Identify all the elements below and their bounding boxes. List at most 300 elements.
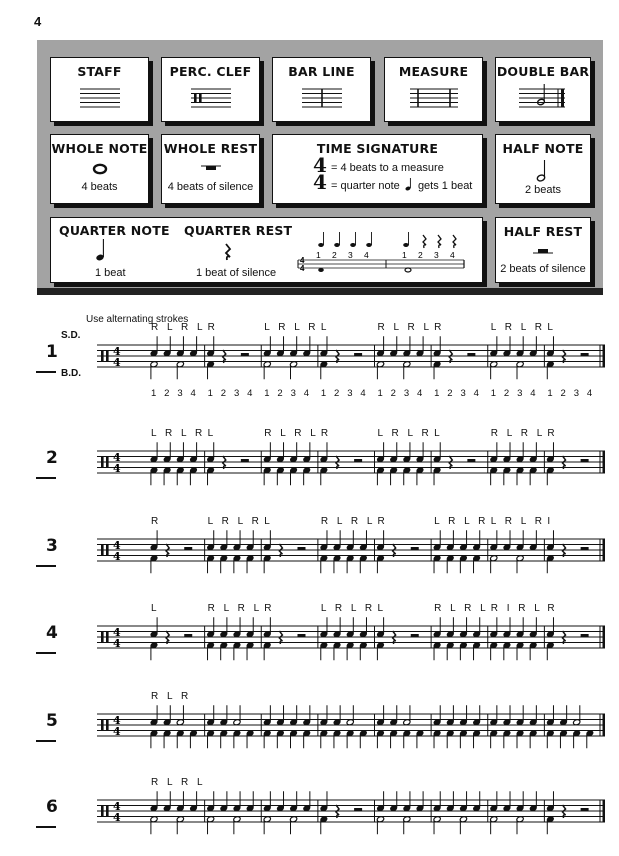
half-rest: [297, 634, 305, 637]
quarter-note: [220, 617, 228, 638]
exercise-underline: [36, 371, 56, 373]
quarter-note: [446, 617, 454, 638]
exercise-underline: [36, 652, 56, 654]
quarter-note: [176, 336, 184, 357]
sticking-label: R: [377, 516, 388, 527]
time-signature-top: 4: [113, 714, 121, 727]
quarter-note: [446, 530, 454, 551]
quarter-note: [150, 791, 158, 812]
instruction-text: Use alternating strokes: [86, 314, 189, 325]
quarter-note: [263, 730, 271, 749]
half-rest-icon: [531, 243, 555, 259]
quarter-note: [376, 442, 384, 463]
quarter-note: [320, 361, 328, 380]
quarter-note: [529, 442, 537, 463]
exercise-6: [0, 760, 619, 856]
snare-measure: [150, 336, 198, 357]
quarter-note: [459, 705, 467, 726]
bass-measure: [320, 816, 328, 835]
half-note: [516, 555, 524, 574]
quarter-note: [459, 642, 467, 661]
bass-measure: [376, 816, 410, 835]
half-note-card: [495, 134, 591, 204]
quarter-note: [516, 530, 524, 551]
quarter-note: [333, 642, 341, 661]
quarter-note: [516, 336, 524, 357]
quarter-note: [516, 467, 524, 486]
quarter-rest: [563, 350, 566, 363]
quarter-note: [376, 791, 384, 812]
half-rest-title: HALF REST: [503, 224, 583, 239]
snare-measure: [433, 530, 481, 551]
beat-count: 2: [503, 388, 510, 399]
snare-measure: [320, 442, 362, 469]
half-rest-card: [495, 217, 591, 283]
half-note: [516, 816, 524, 835]
quarter-note: [263, 555, 271, 574]
snare-measure: [490, 442, 538, 463]
snare-measure: [433, 336, 475, 363]
quarter-note: [333, 617, 341, 638]
quarter-rest: [336, 456, 339, 469]
quarter-note: [503, 467, 511, 486]
time-signature-line2: [331, 178, 472, 192]
exercise-5: [0, 674, 619, 770]
quarter-rest: [223, 350, 226, 363]
snare-measure: [376, 791, 424, 812]
quarter-note: [290, 791, 298, 812]
bass-measure: [150, 361, 184, 380]
time-signature-bottom: 4: [113, 550, 121, 563]
snare-measure: [263, 705, 311, 726]
quarter-note: [546, 816, 554, 835]
bass-measure: [263, 467, 311, 486]
staff-card: [50, 57, 149, 122]
sticking-label: R: [547, 428, 558, 439]
quarter-note: [246, 730, 254, 749]
quarter-note: [276, 730, 284, 749]
time-signature-top: 4: [113, 626, 121, 639]
beat-count: 4: [360, 388, 366, 399]
quarter-note: [176, 730, 184, 749]
beat-count: 2: [220, 388, 227, 399]
quarter-note: [189, 730, 197, 749]
half-rest: [354, 459, 362, 462]
measure-icon: [410, 87, 458, 109]
quarter-rest: [223, 456, 226, 469]
quarter-note-icon: [405, 178, 413, 191]
quarter-note: [333, 555, 341, 574]
exercise-number: 2: [46, 448, 58, 468]
quarter-note: [433, 555, 441, 574]
quarter-note-title: QUARTER NOTE: [59, 223, 170, 238]
quarter-note: [546, 336, 554, 357]
time-signature-title: TIME SIGNATURE: [316, 141, 439, 156]
quarter-note: [220, 642, 228, 661]
exercise-number: 4: [46, 623, 58, 643]
sticking-label: R: [547, 603, 558, 614]
half-note: [490, 361, 498, 380]
snare-measure: [433, 791, 481, 812]
half-note: [233, 816, 241, 835]
quarter-note: [207, 705, 215, 726]
quarter-note: [207, 642, 215, 661]
quarter-note: [516, 442, 524, 463]
beat-count: 4: [473, 388, 479, 399]
quarter-note: [290, 705, 298, 726]
bass-measure: [546, 642, 554, 661]
snare-measure: [263, 442, 311, 463]
bass-measure: [433, 555, 481, 574]
quarter-note: [573, 730, 581, 749]
quarter-note: [390, 467, 398, 486]
bass-drum-label: B.D.: [61, 368, 81, 379]
quarter-note: [290, 467, 298, 486]
beat-count: 4: [530, 388, 536, 399]
quarter-note: [376, 530, 384, 551]
bass-measure: [150, 555, 158, 574]
whole-rest-card: [161, 134, 260, 204]
exercise-staff: [0, 305, 619, 401]
quarter-note: [433, 530, 441, 551]
quarter-rest-desc: 1 beat of silence: [196, 267, 277, 279]
time-signature-bottom: 4: [113, 356, 121, 369]
quarter-note: [586, 730, 594, 749]
quarter-note: [276, 467, 284, 486]
beat-count: 3: [233, 388, 240, 399]
quarter-note: [246, 642, 254, 661]
quarter-note: [320, 336, 328, 357]
quarter-note: [163, 791, 171, 812]
quarter-note: [459, 530, 467, 551]
double-bar-icon: [519, 81, 567, 109]
time-signature-bottom: 4: [113, 637, 121, 650]
quarter-note: [207, 361, 215, 380]
half-note-desc: 2 beats: [524, 184, 562, 196]
staff-icon: [80, 87, 120, 109]
time-signature-bottom: 4: [113, 462, 121, 475]
quarter-note: [303, 442, 311, 463]
quarter-note: [473, 530, 481, 551]
half-rest: [411, 547, 419, 550]
half-note: [516, 361, 524, 380]
example-count: 1: [402, 250, 407, 260]
time-signature-bottom: 4: [313, 170, 327, 194]
quarter-rest: [166, 631, 169, 644]
quarter-note: [529, 730, 537, 749]
half-note: [290, 361, 298, 380]
quarter-rest: [563, 456, 566, 469]
example-count: 1: [316, 250, 321, 260]
beat-count: 3: [347, 388, 353, 399]
quarter-note: [433, 361, 441, 380]
quarter-rest: [563, 805, 566, 818]
quarter-note: [490, 642, 498, 661]
sticking-label: R I R L: [490, 603, 543, 614]
quarter-note: [403, 336, 411, 357]
sticking-label: R L R L: [207, 603, 263, 614]
quarter-rest: [166, 544, 169, 557]
snare-measure: [150, 705, 184, 726]
snare-measure: [263, 791, 311, 812]
exercise-staff: [0, 760, 619, 856]
quarter-note: [459, 555, 467, 574]
exercise-staff: [0, 674, 619, 770]
exercise-underline: [36, 477, 56, 479]
quarter-note: [376, 617, 384, 638]
quarter-note: [263, 705, 271, 726]
half-note: [150, 816, 158, 835]
quarter-note: [163, 336, 171, 357]
bass-measure: [263, 730, 311, 749]
quarter-note: [459, 730, 467, 749]
quarter-note: [546, 555, 554, 574]
beat-count: 4: [303, 388, 310, 399]
snare-measure: [376, 336, 424, 357]
snare-measure: [490, 336, 538, 357]
exercise-4: [0, 586, 619, 682]
quarter-note: [446, 705, 454, 726]
exercise-number: 3: [46, 536, 58, 556]
quarter-note: [263, 617, 271, 638]
half-rest: [467, 353, 475, 356]
quarter-note: [303, 791, 311, 812]
time-signature-numerals: [313, 153, 327, 194]
quarter-note: [403, 442, 411, 463]
snare-measure: [320, 791, 362, 818]
exercise-underline: [36, 826, 56, 828]
quarter-note: [150, 530, 158, 551]
quarter-note: [359, 617, 367, 638]
quarter-rest: [336, 805, 339, 818]
quarter-note: [163, 730, 171, 749]
snare-measure: [546, 530, 588, 557]
half-rest: [241, 459, 249, 462]
snare-measure: [490, 530, 538, 551]
sticking-label: L R L R: [207, 516, 262, 527]
quarter-note: [473, 642, 481, 661]
quarter-note: [233, 555, 241, 574]
bass-measure: [546, 361, 554, 380]
quarter-note: [189, 791, 197, 812]
sticking-label: L R L R: [320, 603, 376, 614]
quarter-note: [459, 617, 467, 638]
quarter-note: [220, 730, 228, 749]
quarter-note: [473, 791, 481, 812]
quarter-note: [150, 336, 158, 357]
quarter-note: [503, 617, 511, 638]
beat-count: 3: [290, 388, 296, 399]
quarter-note: [516, 617, 524, 638]
bass-measure: [546, 467, 554, 486]
perc-clef-card: [161, 57, 260, 122]
quarter-note: [246, 791, 254, 812]
sticking-label: L: [547, 322, 556, 333]
quarter-note: [303, 336, 311, 357]
bass-measure: [320, 642, 368, 661]
bass-measure: [263, 642, 271, 661]
quarter-note: [207, 617, 215, 638]
bass-measure: [150, 642, 158, 661]
quarter-rest-title: QUARTER REST: [184, 223, 293, 238]
time-signature-line2b: gets 1 beat: [417, 180, 473, 192]
quarter-note: [433, 336, 441, 357]
quarter-note: [189, 336, 197, 357]
example-count: 2: [418, 250, 423, 260]
quarter-note: [503, 705, 511, 726]
bass-measure: [207, 555, 255, 574]
quarter-note: [276, 442, 284, 463]
time-signature-line2a: = quarter note: [331, 180, 400, 192]
quarter-note: [263, 791, 271, 812]
exercise-staff: [0, 411, 619, 507]
quarter-note: [233, 791, 241, 812]
quarter-note: [546, 642, 554, 661]
snare-measure: [150, 530, 192, 557]
quarter-note: [320, 705, 328, 726]
example-count: 4: [450, 250, 455, 260]
time-signature-bottom: 4: [113, 725, 121, 738]
quarter-note: [433, 442, 441, 463]
half-note: [459, 816, 467, 835]
quarter-note: [290, 336, 298, 357]
snare-measure: [207, 705, 241, 726]
sticking-label: R L R: [151, 691, 192, 702]
quarter-note: [376, 555, 384, 574]
beat-count: 3: [460, 388, 466, 399]
half-note: [376, 816, 384, 835]
half-rest: [581, 808, 589, 811]
time-signature-top: 4: [313, 153, 327, 177]
time-signature-top: 4: [113, 345, 121, 358]
snare-measure: [433, 442, 475, 469]
exercise-staff: [0, 499, 619, 595]
quarter-note: [546, 730, 554, 749]
bass-measure: [207, 642, 255, 661]
snare-measure: [263, 336, 311, 357]
half-rest: [297, 547, 305, 550]
quarter-note: [276, 336, 284, 357]
sticking-label: L R L R: [151, 428, 206, 439]
quarter-note: [303, 467, 311, 486]
time-signature-top: 4: [113, 451, 121, 464]
quarter-note: [529, 617, 537, 638]
snare-measure: [376, 705, 410, 726]
beat-count: 1: [151, 388, 157, 399]
quarter-note: [320, 816, 328, 835]
beat-count: 1: [490, 388, 497, 399]
snare-measure: [376, 442, 424, 463]
quarter-note: [433, 791, 441, 812]
half-note: [403, 361, 411, 380]
example-staff: [296, 223, 466, 273]
exercise-1: [0, 305, 619, 401]
example-count: 3: [434, 250, 439, 260]
quarter-note: [516, 730, 524, 749]
quarter-note: [189, 442, 197, 463]
exercise-number: 1: [46, 342, 58, 362]
beat-count: 1: [320, 388, 327, 399]
svg-text:4: 4: [300, 256, 305, 265]
bass-measure: [433, 361, 441, 380]
quarter-note: [376, 705, 384, 726]
snare-measure: [150, 617, 192, 644]
quarter-note: [333, 705, 341, 726]
beat-count: 1: [434, 388, 440, 399]
quarter-note: [320, 530, 328, 551]
quarter-note: [207, 730, 215, 749]
quarter-note: [390, 442, 398, 463]
bar-line-card: [272, 57, 371, 122]
sticking-label: R L R L: [377, 322, 433, 333]
quarter-note: [233, 730, 241, 749]
beat-count: 1: [547, 388, 553, 399]
sticking-label: L: [434, 428, 443, 439]
sticking-label: L: [151, 603, 160, 614]
bass-measure: [490, 816, 524, 835]
snare-measure: [546, 705, 580, 726]
half-rest: [581, 634, 589, 637]
measure-title: MEASURE: [398, 64, 469, 79]
quarter-rest: [279, 544, 282, 557]
sticking-label: L: [377, 603, 387, 614]
example-count: 2: [332, 250, 337, 260]
quarter-note: [359, 530, 367, 551]
staff-title: STAFF: [77, 64, 122, 79]
quarter-note: [320, 467, 328, 486]
quarter-note: [546, 617, 554, 638]
perc-clef-title: PERC. CLEF: [169, 64, 252, 79]
bass-measure: [263, 816, 297, 835]
exercise-underline: [36, 740, 56, 742]
quarter-note: [320, 442, 328, 463]
half-note-icon: [535, 159, 551, 183]
quarter-note: [529, 467, 537, 486]
half-note: [433, 816, 441, 835]
quarter-note: [403, 467, 411, 486]
sticking-label: L R L R: [434, 516, 489, 527]
beat-count: 3: [177, 388, 183, 399]
bass-measure: [490, 730, 538, 749]
whole-note-card: [50, 134, 149, 204]
half-note: [176, 361, 184, 380]
whole-note-desc: 4 beats: [81, 181, 118, 193]
quarter-note: [263, 336, 271, 357]
bass-measure: [376, 467, 424, 486]
sticking-label: I: [547, 516, 554, 527]
quarter-note: [503, 442, 511, 463]
quarter-note: [333, 530, 341, 551]
bass-measure: [433, 730, 481, 749]
snare-measure: [320, 530, 368, 551]
whole-rest-desc: 4 beats of silence: [167, 181, 254, 193]
quarter-note: [390, 705, 398, 726]
sticking-label: R: [207, 322, 218, 333]
half-note: [573, 705, 581, 726]
snare-measure: [376, 617, 418, 644]
snare-measure: [546, 442, 588, 469]
quarter-rest: [336, 350, 339, 363]
half-note: [263, 361, 271, 380]
quarter-note: [516, 705, 524, 726]
beat-count: 4: [190, 388, 196, 399]
sticking-label: R L R L: [151, 777, 206, 788]
quarter-note: [529, 530, 537, 551]
quarter-note: [546, 530, 554, 551]
bar-line-icon: [302, 87, 342, 109]
snare-measure: [263, 617, 305, 644]
quarter-note: [150, 555, 158, 574]
